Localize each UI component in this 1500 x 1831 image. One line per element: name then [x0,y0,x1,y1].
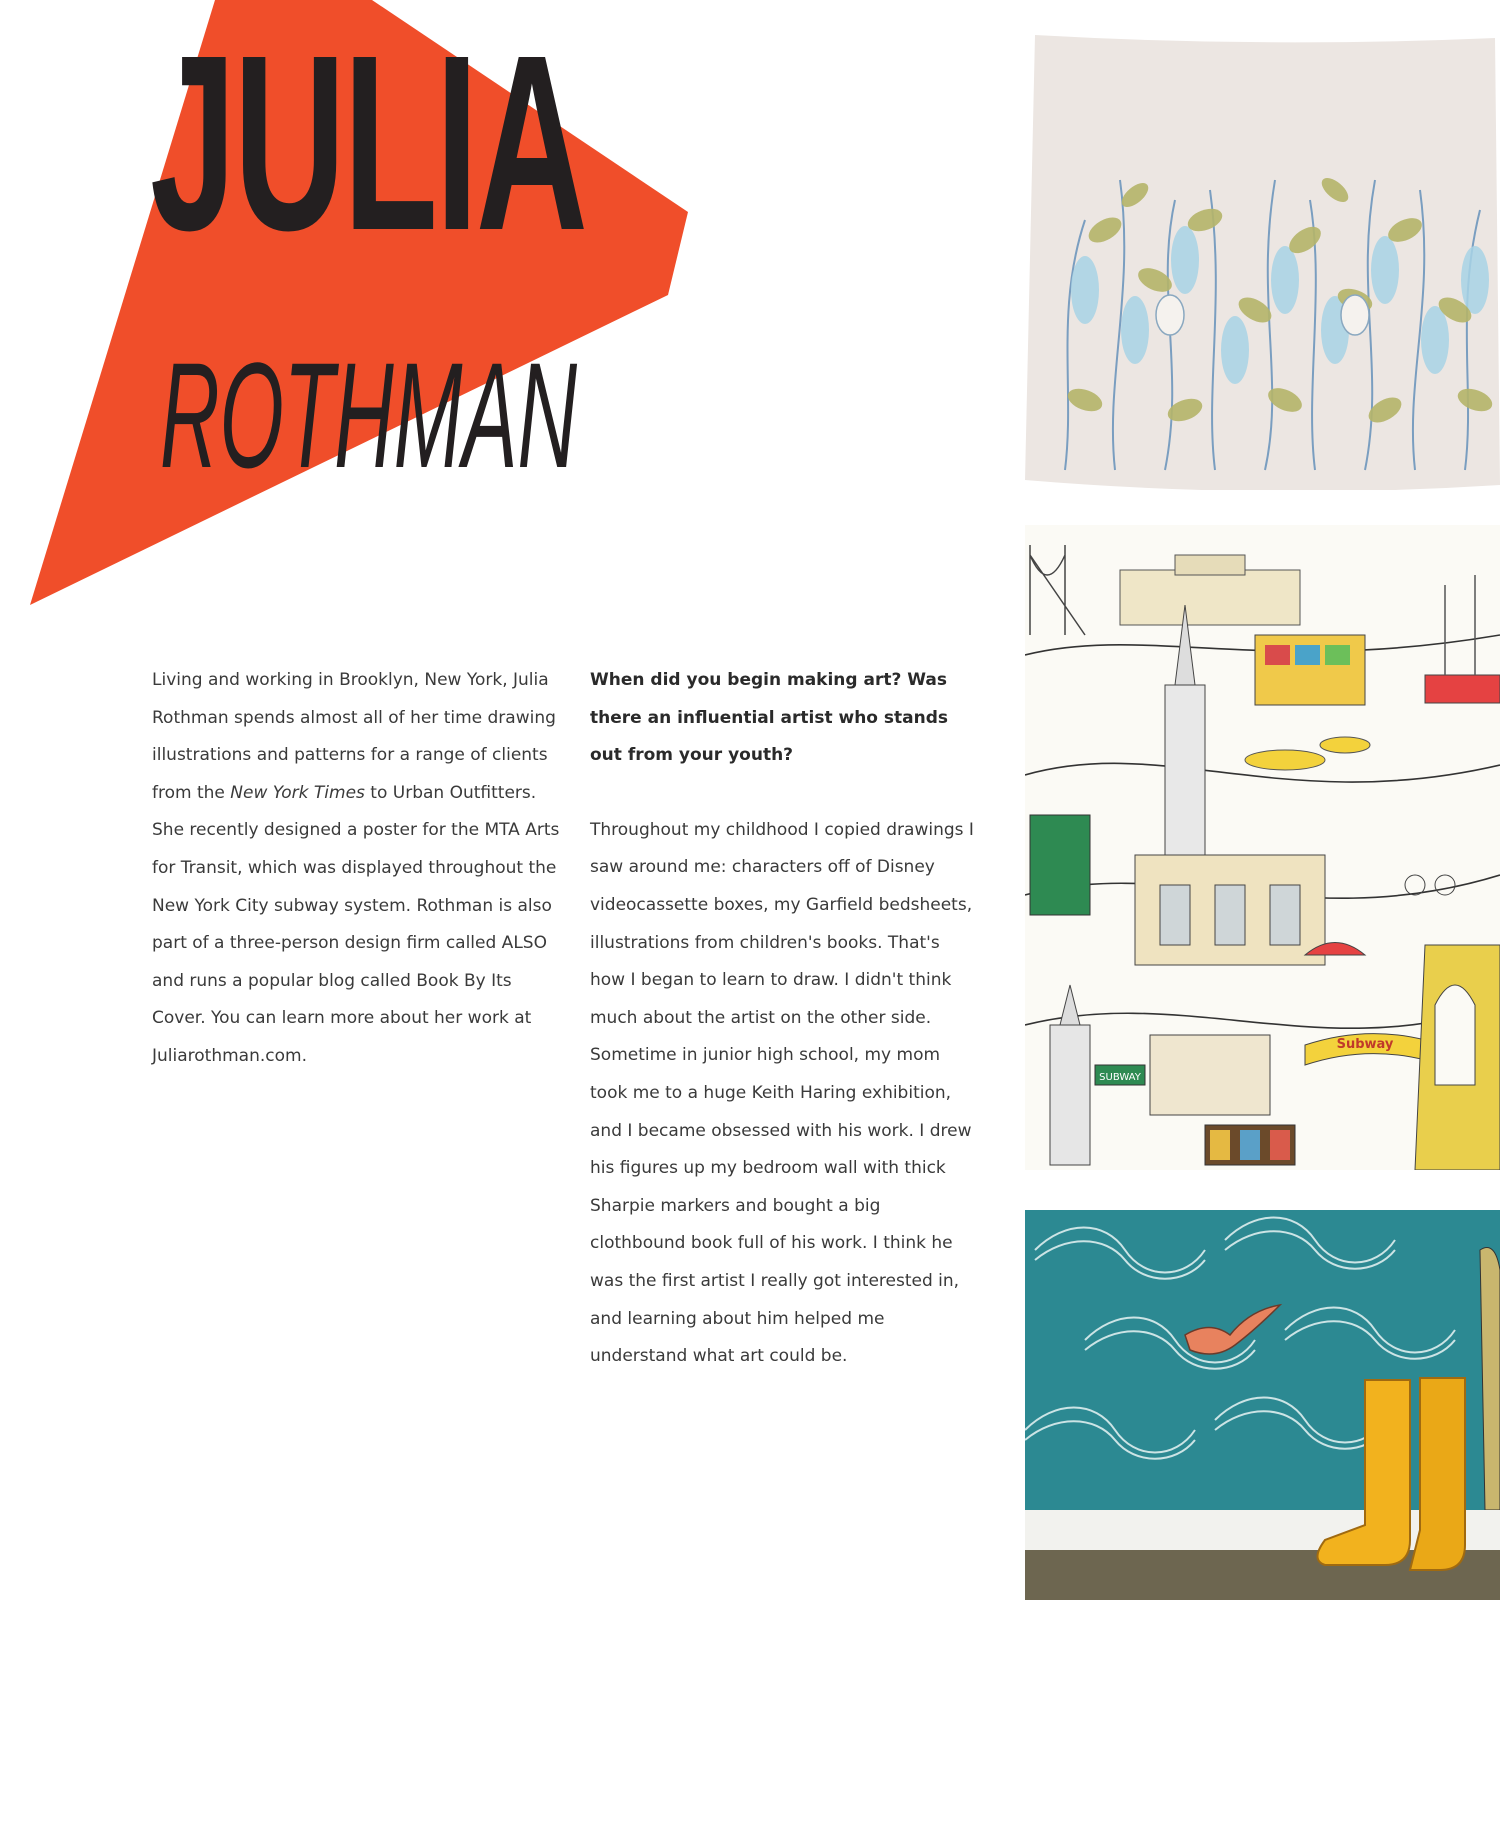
subway-sign-text: SUBWAY [1099,1072,1141,1083]
wallpaper-boots-image [1025,1210,1500,1600]
pillow-image [1025,30,1500,490]
intro-italic: New York Times [230,782,365,803]
intro-paragraph [152,662,562,1076]
interview-question: When did you begin making art? Was there an influential artist who stands out from your youth? [590,670,949,766]
intro-column [152,662,562,1076]
new-york-map-image [1025,525,1500,1170]
interview-column [590,662,980,1376]
intro-text-2: to Urban Outfitters. She recently designed a poster for the MTA Arts for Transit, which was displayed throughout the New York City subway system. Rothman is also part of a three-person design firm called ALSO and runs a popular blog called Book By Its Cover. You can learn more about her work at Juliarothman.com. [152,782,560,1066]
title-block [0,0,720,620]
subway-banner-text: Subway [1336,1037,1394,1052]
title-last-name: ROTHMAN [160,331,578,499]
title-first-name: JULIA [150,3,586,282]
intro-text-1: Living and working in Brooklyn, New York, Julia Rothman spends almost all of her time drawing illustrations and patterns for a range of clients from the [152,670,556,803]
interview-answer: Throughout my childhood I copied drawings I saw around me: characters off of Disney videocassette boxes, my Garfield bedsheets, illustrations from children's books. That's how I began to learn to draw. I didn't think much about the artist on the other side. Sometime in junior high school, my mom took me to a huge Keith Haring exhibition, and I became obsessed with his work. I drew his figures up my bedroom wall with thick Sharpie markers and bought a big clothbound book full of his work. I think he was the first artist I really got interested in, and learning about him helped me understand what art could be. [590,819,974,1367]
